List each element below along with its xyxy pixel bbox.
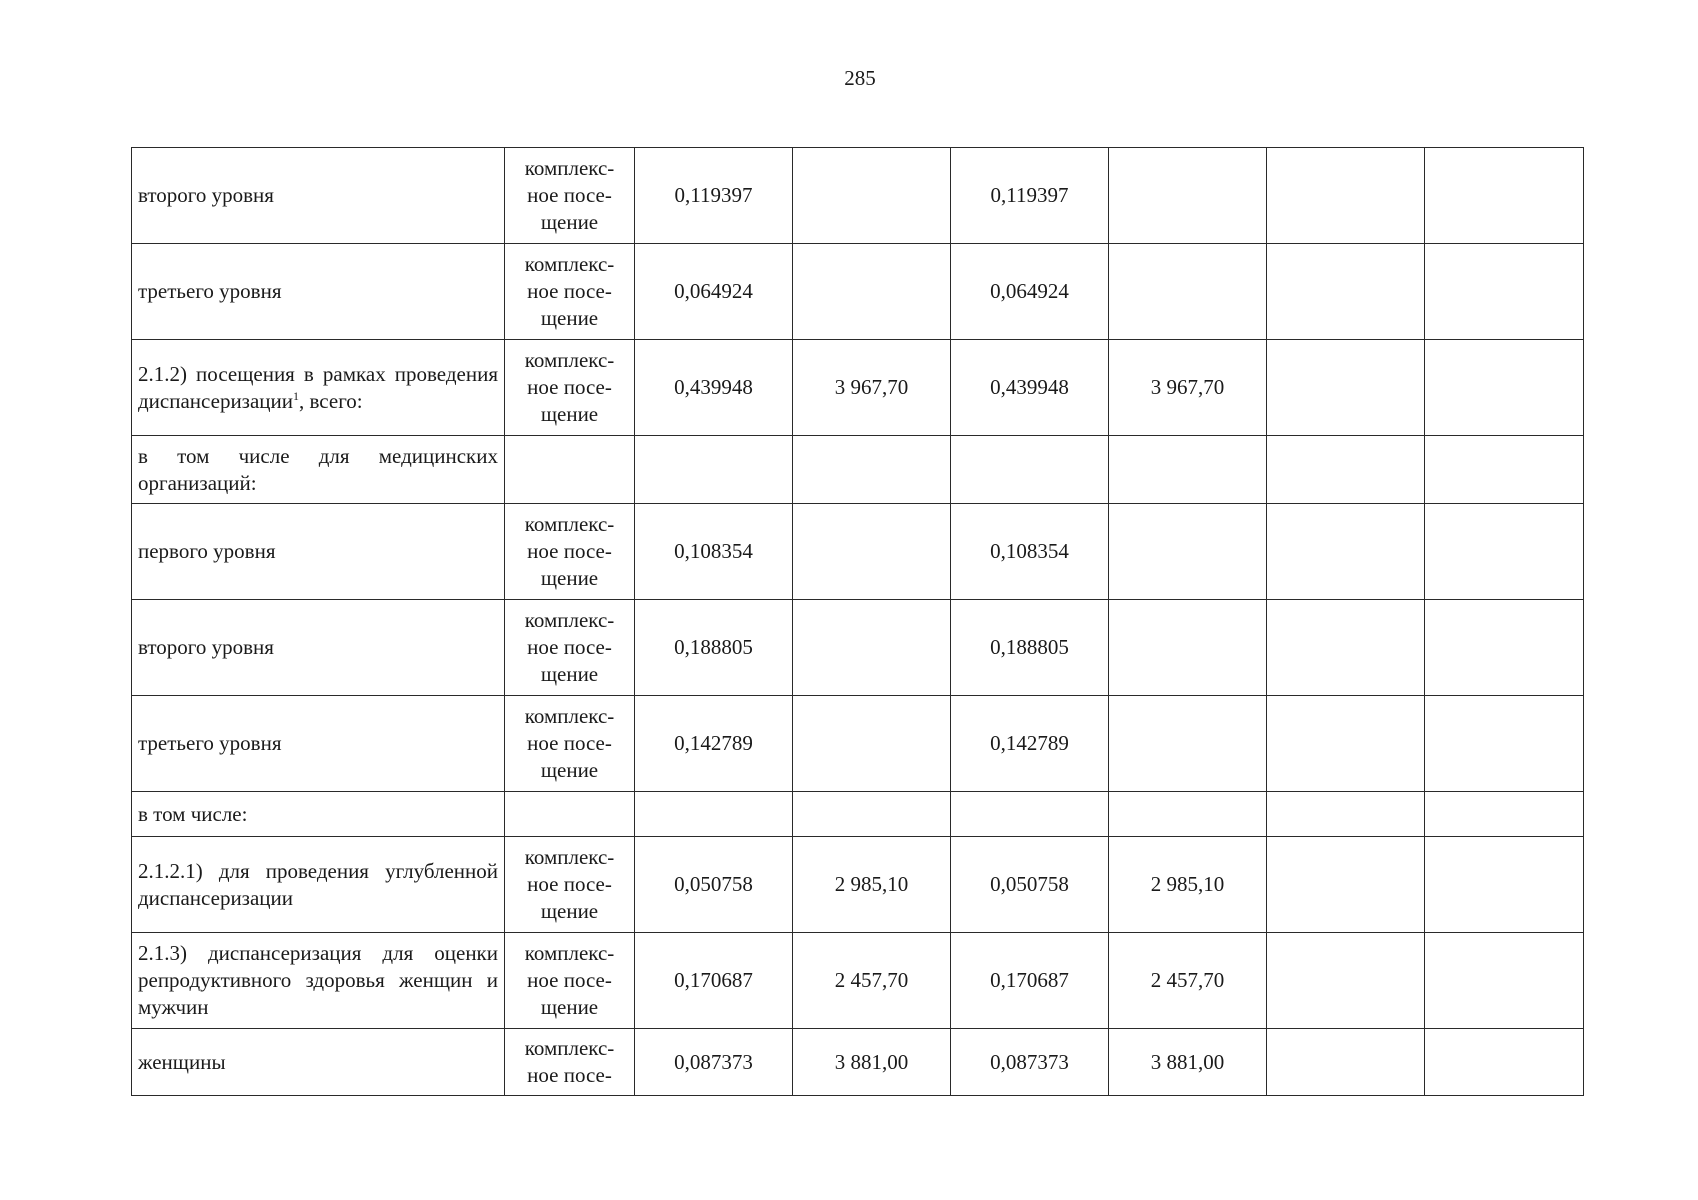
table-row: [132, 837, 1584, 933]
cell-value: [793, 504, 951, 600]
cell-value: 0,142789: [951, 696, 1109, 792]
cell-value: [1267, 1029, 1425, 1096]
row-name-suffix: , всего:: [299, 388, 363, 413]
cell-value: [793, 696, 951, 792]
cell-value: 0,108354: [635, 504, 793, 600]
cell-value: 3 881,00: [793, 1029, 951, 1096]
row-name: 2.1.2.1) для проведения углубленной диспансеризации: [132, 837, 505, 933]
cell-value: [793, 600, 951, 696]
row-name: женщины: [132, 1029, 505, 1096]
row-name: [132, 340, 505, 436]
row-unit: комплекс-ное посе-щение: [505, 148, 635, 244]
cell-value: 0,188805: [635, 600, 793, 696]
table-row: [132, 933, 1584, 1029]
cell-value: 0,064924: [951, 244, 1109, 340]
table-row: [132, 792, 1584, 837]
cell-value: [1425, 837, 1584, 933]
cell-value: 0,188805: [951, 600, 1109, 696]
table-row: [132, 148, 1584, 244]
cell-value: 0,119397: [951, 148, 1109, 244]
cell-value: 0,170687: [635, 933, 793, 1029]
cell-value: [1425, 504, 1584, 600]
cell-value: [1425, 436, 1584, 504]
table-row: [132, 600, 1584, 696]
table-row: [132, 340, 1584, 436]
cell-value: [1109, 436, 1267, 504]
cell-value: [793, 148, 951, 244]
cell-value: 0,050758: [635, 837, 793, 933]
cell-value: 3 881,00: [1109, 1029, 1267, 1096]
footnote-mark: 1: [293, 388, 300, 403]
row-name: третьего уровня: [132, 696, 505, 792]
cell-value: [1425, 696, 1584, 792]
row-unit: комплекс-ное посе-щение: [505, 696, 635, 792]
page-number: 285: [844, 66, 876, 90]
row-unit: комплекс-ное посе-щение: [505, 600, 635, 696]
row-name: третьего уровня: [132, 244, 505, 340]
cell-value: [1425, 1029, 1584, 1096]
cell-value: [1425, 148, 1584, 244]
cell-value: 0,142789: [635, 696, 793, 792]
cell-value: [1267, 244, 1425, 340]
cell-value: [1425, 244, 1584, 340]
row-unit: комплекс-ное посе-щение: [505, 504, 635, 600]
cell-value: [1425, 933, 1584, 1029]
cell-value: 2 457,70: [1109, 933, 1267, 1029]
cell-value: [1425, 340, 1584, 436]
row-unit: [505, 792, 635, 837]
row-name-text: 2.1.2) посещения в рамках проведения диспансеризации: [138, 361, 498, 413]
cell-value: [951, 792, 1109, 837]
row-name: первого уровня: [132, 504, 505, 600]
cell-value: [793, 436, 951, 504]
cell-value: 0,087373: [635, 1029, 793, 1096]
cell-value: 3 967,70: [1109, 340, 1267, 436]
table-row: [132, 504, 1584, 600]
cell-value: [1109, 792, 1267, 837]
row-name: 2.1.3) диспансеризация для оценки репродуктивного здоровья женщин и мужчин: [132, 933, 505, 1029]
row-unit: комплекс-ное посе-щение: [505, 340, 635, 436]
cell-value: 2 985,10: [1109, 837, 1267, 933]
row-name: второго уровня: [132, 148, 505, 244]
cell-value: [1267, 933, 1425, 1029]
cell-value: 0,170687: [951, 933, 1109, 1029]
cell-value: [1267, 504, 1425, 600]
cell-value: [951, 436, 1109, 504]
cell-value: [635, 792, 793, 837]
row-name: второго уровня: [132, 600, 505, 696]
cell-value: 0,439948: [951, 340, 1109, 436]
cell-value: [1267, 696, 1425, 792]
cell-value: [1267, 792, 1425, 837]
row-unit: комплекс-ное посе-щение: [505, 837, 635, 933]
cell-value: 2 457,70: [793, 933, 951, 1029]
cell-value: [1267, 148, 1425, 244]
cell-value: [1109, 504, 1267, 600]
cell-value: 3 967,70: [793, 340, 951, 436]
cell-value: [1109, 148, 1267, 244]
cell-value: [635, 436, 793, 504]
cell-value: 0,108354: [951, 504, 1109, 600]
cell-value: 0,050758: [951, 837, 1109, 933]
row-unit: комплекс-ное посе-: [505, 1029, 635, 1096]
row-unit: комплекс-ное посе-щение: [505, 933, 635, 1029]
cell-value: [1267, 436, 1425, 504]
table-row: [132, 1029, 1584, 1096]
row-name: в том числе:: [132, 792, 505, 837]
cell-value: 2 985,10: [793, 837, 951, 933]
row-unit: [505, 436, 635, 504]
cell-value: 0,119397: [635, 148, 793, 244]
cell-value: [1425, 600, 1584, 696]
cell-value: [1109, 696, 1267, 792]
cell-value: [1425, 792, 1584, 837]
cell-value: 0,064924: [635, 244, 793, 340]
cell-value: 0,087373: [951, 1029, 1109, 1096]
table-row: [132, 244, 1584, 340]
data-table: [131, 147, 1584, 1096]
cell-value: [1109, 600, 1267, 696]
table-row: [132, 436, 1584, 504]
cell-value: [1267, 600, 1425, 696]
cell-value: [1267, 837, 1425, 933]
row-unit: комплекс-ное посе-щение: [505, 244, 635, 340]
cell-value: [1267, 340, 1425, 436]
cell-value: [793, 244, 951, 340]
row-name: в том числе для медицинских организаций:: [132, 436, 505, 504]
cell-value: [793, 792, 951, 837]
cell-value: 0,439948: [635, 340, 793, 436]
table-row: [132, 696, 1584, 792]
cell-value: [1109, 244, 1267, 340]
